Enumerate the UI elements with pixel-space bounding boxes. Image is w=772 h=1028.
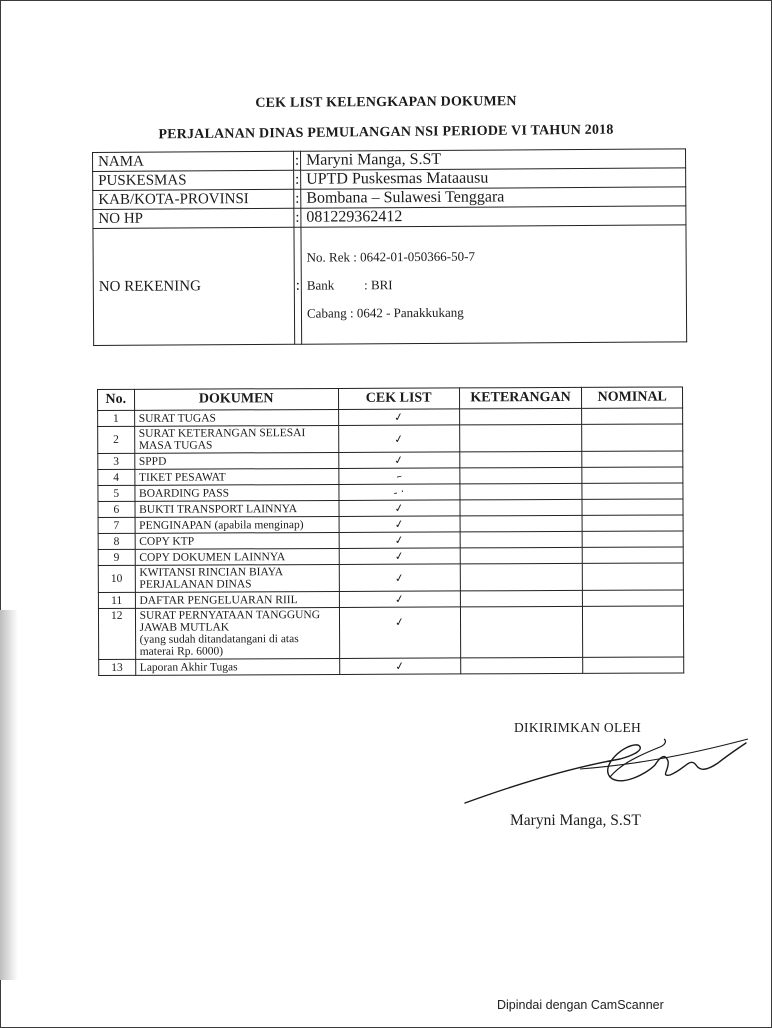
document-name: TIKET PESAWAT	[134, 468, 338, 485]
cabang-value: : 0642 - Panakkukang	[349, 304, 464, 321]
checkmark-icon: ✓	[393, 548, 405, 564]
scanner-watermark: Dipindai dengan CamScanner	[497, 998, 664, 1012]
header-keterangan: KETERANGAN	[459, 387, 582, 409]
nominal-cell	[583, 515, 684, 531]
check-cell	[339, 500, 460, 517]
table-row	[98, 606, 683, 660]
keterangan-cell	[459, 483, 582, 500]
row-number: 12	[98, 608, 135, 659]
sender-name: Maryni Manga, S.ST	[510, 812, 641, 829]
row-number: 3	[98, 453, 135, 469]
table-row	[98, 424, 683, 454]
checkmark-icon: ✓	[393, 500, 405, 516]
document-name-main: SURAT PERNYATAAN TANGGUNG JAWAB MUTLAK	[139, 609, 321, 634]
nominal-cell	[583, 547, 684, 563]
separator: :	[293, 151, 300, 170]
table-row	[99, 657, 684, 676]
nominal-cell	[583, 531, 684, 547]
header-nominal: NOMINAL	[582, 387, 683, 408]
scan-edge-shadow	[0, 610, 18, 980]
row-number: 9	[98, 549, 135, 565]
check-cell	[339, 532, 460, 549]
header-no: No.	[98, 389, 135, 410]
header-ceklist: CEK LIST	[338, 388, 459, 410]
bank-value: : BRI	[364, 277, 393, 293]
nama-value: Maryni Manga, S.ST	[300, 149, 685, 170]
keterangan-cell	[460, 531, 583, 548]
row-number: 4	[98, 469, 135, 485]
document-name: Laporan Akhir Tugas	[135, 658, 339, 675]
keterangan-cell	[460, 590, 583, 607]
dash-mark-icon: - ·	[392, 484, 406, 500]
nominal-cell	[582, 424, 683, 451]
nominal-cell	[582, 408, 683, 424]
nama-label: NAMA	[93, 151, 294, 171]
nominal-cell	[582, 499, 683, 515]
rekening-label: NO REKENING	[93, 227, 295, 345]
checkmark-icon: ✓	[392, 409, 405, 425]
row-rekening	[93, 225, 687, 346]
norek-label: No. Rek	[306, 249, 351, 265]
cabang-line	[307, 297, 681, 327]
keterangan-cell	[459, 467, 582, 484]
hp-value: 081229362412	[301, 206, 686, 227]
row-number: 13	[99, 659, 136, 675]
keterangan-cell	[459, 451, 582, 468]
keterangan-cell	[460, 563, 583, 591]
document-name: KWITANSI RINCIAN BIAYA PERJALANAN DINAS	[135, 564, 339, 592]
puskesmas-value: UPTD Puskesmas Mataausu	[301, 168, 686, 189]
keterangan-cell	[460, 547, 583, 564]
checkmark-icon: ✓	[393, 431, 405, 446]
hp-label: NO HP	[93, 208, 294, 228]
check-cell	[339, 658, 460, 675]
document-subtitle: PERJALANAN DINAS PEMULANGAN NSI PERIODE VI TAHUN 2018	[158, 122, 614, 143]
checkmark-icon: ✓	[394, 658, 406, 674]
document-name-note: (yang sudah ditandatangani di atas materai Rp. 6000)	[139, 633, 299, 658]
check-cell	[339, 591, 460, 608]
document-name: PENGINAPAN (apabila menginap)	[135, 516, 339, 533]
keterangan-cell	[459, 424, 582, 452]
document-name: SPPD	[134, 452, 338, 469]
separator: :	[294, 227, 302, 344]
row-number: 2	[98, 426, 135, 453]
separator: :	[294, 208, 301, 227]
nominal-cell	[583, 606, 684, 657]
checklist-header-row	[98, 387, 683, 411]
rekening-details	[301, 225, 687, 344]
kab-label: KAB/KOTA-PROVINSI	[93, 189, 294, 209]
dash-mark-icon: –	[395, 469, 403, 484]
keterangan-cell	[460, 499, 583, 516]
check-cell	[338, 452, 459, 469]
header-dokumen: DOKUMEN	[134, 388, 338, 410]
keterangan-cell	[460, 606, 583, 658]
document-title: CEK LIST KELENGKAPAN DOKUMEN	[255, 94, 517, 111]
check-cell	[339, 607, 460, 659]
table-row	[98, 563, 683, 593]
checkmark-icon: ✓	[393, 570, 406, 585]
nominal-cell	[583, 657, 684, 673]
check-cell	[338, 409, 459, 426]
document-name: SURAT KETERANGAN SELESAI MASA TUGAS	[134, 425, 338, 453]
document-name: SURAT TUGAS	[134, 409, 338, 426]
document-name: BUKTI TRANSPORT LAINNYA	[135, 500, 339, 517]
bank-label: Bank	[306, 277, 335, 293]
puskesmas-label: PUSKESMAS	[93, 170, 294, 190]
identity-table	[92, 148, 687, 346]
keterangan-cell	[460, 657, 583, 674]
norek-line	[307, 241, 681, 271]
check-cell	[339, 548, 460, 565]
check-cell	[338, 425, 459, 453]
checkmark-icon: ✓	[393, 614, 406, 630]
separator: :	[294, 170, 301, 189]
nominal-cell	[582, 451, 683, 467]
row-number: 8	[98, 533, 135, 549]
check-cell	[339, 484, 460, 501]
cabang-label: Cabang	[306, 305, 347, 321]
checkmark-icon: ✓	[393, 532, 405, 548]
sender-label: DIKIRIMKAN OLEH	[514, 720, 642, 735]
document-name: COPY DOKUMEN LAINNYA	[135, 548, 339, 565]
document-name: DAFTAR PENGELUARAN RIIL	[135, 591, 339, 608]
signature-image	[460, 735, 750, 810]
checkmark-icon: ✓	[393, 516, 405, 532]
norek-value: : 0642-01-050366-50-7	[353, 248, 475, 265]
row-number: 10	[98, 565, 135, 592]
document-name: BOARDING PASS	[134, 484, 338, 501]
document-checklist-table	[97, 386, 684, 676]
separator: :	[294, 189, 301, 208]
checkmark-icon: ✓	[393, 452, 405, 468]
nominal-cell	[583, 590, 684, 606]
nominal-cell	[582, 467, 683, 483]
bank-line	[307, 269, 681, 299]
keterangan-cell	[460, 515, 583, 532]
nominal-cell	[583, 563, 684, 590]
kab-value: Bombana – Sulawesi Tenggara	[301, 187, 686, 208]
document-name	[135, 607, 339, 659]
check-cell	[339, 516, 460, 533]
row-number: 5	[98, 485, 135, 501]
nominal-cell	[582, 483, 683, 499]
row-number: 7	[98, 517, 135, 533]
document-name: COPY KTP	[135, 532, 339, 549]
row-number: 1	[98, 410, 135, 426]
keterangan-cell	[459, 408, 582, 425]
row-number: 6	[98, 501, 135, 517]
check-cell	[339, 564, 460, 592]
checkmark-icon: ✓	[393, 591, 406, 607]
row-number: 11	[98, 592, 135, 608]
check-cell	[339, 468, 460, 485]
